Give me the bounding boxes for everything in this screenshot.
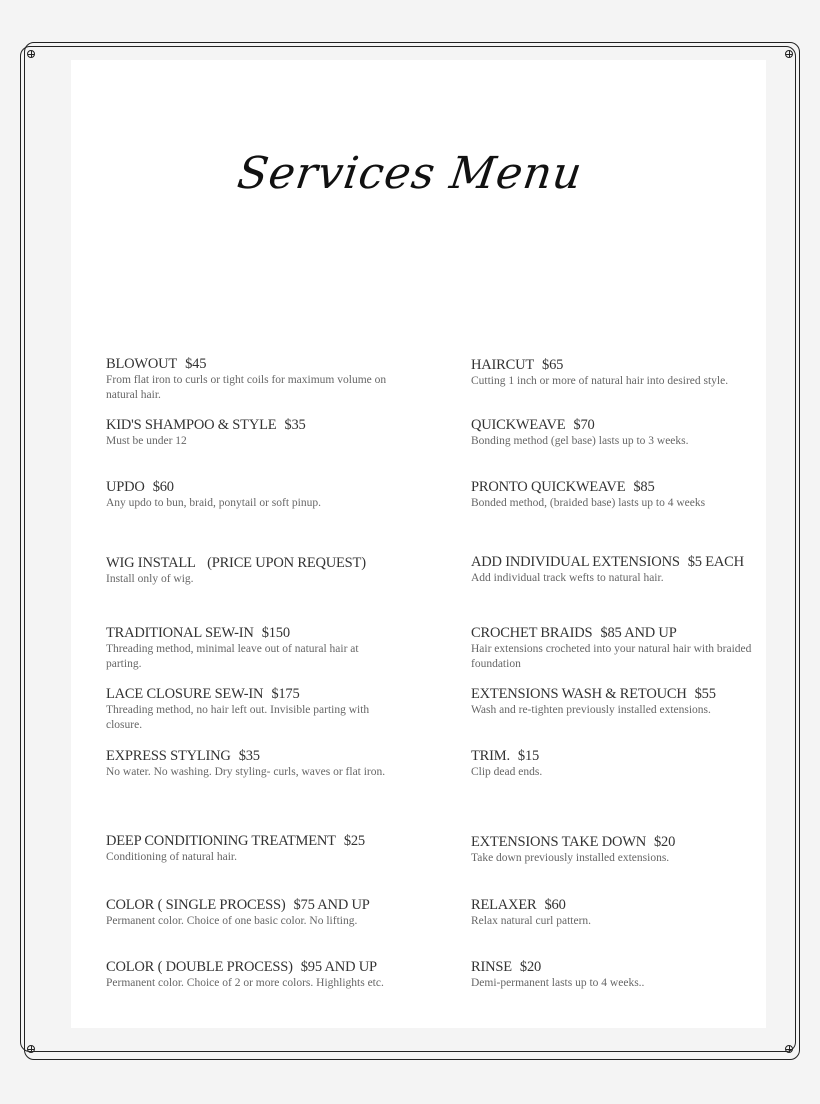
service-price: $20 bbox=[519, 959, 542, 975]
service-heading bbox=[471, 417, 761, 434]
service-item bbox=[471, 834, 761, 866]
service-item bbox=[471, 479, 761, 511]
corner-ornament-icon bbox=[785, 50, 793, 58]
service-description: Threading method, no hair left out. Invisible parting with closure. bbox=[106, 704, 370, 731]
service-name: RINSE bbox=[471, 959, 512, 975]
service-heading bbox=[106, 625, 396, 642]
service-description: Any updo to bun, braid, ponytail or soft pinup. bbox=[106, 497, 321, 509]
menu-panel bbox=[71, 60, 766, 1028]
service-item bbox=[471, 748, 761, 780]
service-name: CROCHET BRAIDS bbox=[471, 625, 593, 641]
page-title: Services Menu bbox=[234, 148, 586, 199]
service-heading bbox=[471, 959, 761, 976]
service-heading bbox=[106, 479, 396, 496]
service-heading bbox=[471, 897, 761, 914]
service-item bbox=[471, 686, 761, 718]
service-item bbox=[106, 479, 396, 511]
service-heading bbox=[106, 959, 396, 976]
service-price: $25 bbox=[343, 833, 365, 849]
service-description: Permanent color. Choice of one basic color. No lifting. bbox=[106, 915, 358, 927]
service-item bbox=[471, 625, 761, 672]
service-heading bbox=[106, 686, 396, 703]
service-price: $60 bbox=[152, 479, 174, 495]
service-name: WIG INSTALL bbox=[106, 555, 196, 571]
service-price: $55 bbox=[694, 686, 716, 702]
service-price: $35 bbox=[238, 748, 260, 764]
service-price: $150 bbox=[261, 625, 290, 641]
service-price: $35 bbox=[284, 417, 306, 433]
service-heading bbox=[471, 625, 761, 642]
service-heading bbox=[471, 554, 761, 571]
service-description: Add individual track wefts to natural hair. bbox=[471, 572, 664, 584]
service-item bbox=[471, 554, 761, 586]
service-heading bbox=[106, 748, 396, 765]
service-price: $5 EACH bbox=[687, 554, 744, 570]
service-item bbox=[106, 625, 396, 672]
service-name: KID'S SHAMPOO & STYLE bbox=[106, 417, 277, 433]
service-price: $60 bbox=[544, 897, 566, 913]
service-description: Bonding method (gel base) lasts up to 3 weeks. bbox=[471, 435, 689, 447]
service-description: Hair extensions crocheted into your natural hair with braided foundation bbox=[471, 643, 752, 670]
service-item bbox=[471, 417, 761, 449]
service-price: $75 AND UP bbox=[293, 897, 370, 913]
service-heading bbox=[106, 555, 396, 572]
service-name: HAIRCUT bbox=[471, 357, 535, 373]
service-price: $175 bbox=[271, 686, 300, 702]
service-description: Bonded method, (braided base) lasts up to 4 weeks bbox=[471, 497, 706, 509]
service-name: EXTENSIONS TAKE DOWN bbox=[471, 834, 646, 850]
service-description: No water. No washing. Dry styling- curls, waves or flat iron. bbox=[106, 766, 386, 778]
service-price: $95 AND UP bbox=[300, 959, 377, 975]
service-description: Threading method, minimal leave out of natural hair at parting. bbox=[106, 643, 359, 670]
service-item bbox=[106, 959, 396, 991]
service-name: EXTENSIONS WASH & RETOUCH bbox=[471, 686, 687, 702]
service-price: $65 bbox=[542, 357, 564, 373]
service-item bbox=[106, 897, 396, 929]
service-heading bbox=[106, 833, 396, 850]
service-description: Clip dead ends. bbox=[471, 766, 543, 778]
corner-ornament-icon bbox=[27, 1045, 35, 1053]
service-heading bbox=[106, 356, 396, 373]
service-price: $70 bbox=[573, 417, 595, 433]
service-item bbox=[471, 357, 761, 389]
service-price: $85 AND UP bbox=[600, 625, 677, 641]
service-price: $15 bbox=[517, 748, 540, 764]
service-heading bbox=[471, 357, 761, 374]
service-item bbox=[106, 748, 396, 780]
service-description: Cutting 1 inch or more of natural hair into desired style. bbox=[471, 375, 729, 387]
service-description: Install only of wig. bbox=[106, 573, 194, 585]
service-price: (PRICE UPON REQUEST) bbox=[203, 555, 366, 571]
service-name: EXPRESS STYLING bbox=[106, 748, 231, 764]
service-price: $85 bbox=[633, 479, 655, 495]
service-description: Wash and re-tighten previously installed extensions. bbox=[471, 704, 711, 716]
service-heading bbox=[471, 834, 761, 851]
service-item bbox=[106, 686, 396, 733]
service-name: COLOR ( SINGLE PROCESS) bbox=[106, 897, 286, 913]
service-description: Conditioning of natural hair. bbox=[106, 851, 237, 863]
service-description: Must be under 12 bbox=[106, 435, 187, 447]
service-item bbox=[106, 417, 396, 449]
service-price: $20 bbox=[654, 834, 676, 850]
service-description: Demi-permanent lasts up to 4 weeks.. bbox=[471, 977, 645, 989]
service-name: LACE CLOSURE SEW-IN bbox=[106, 686, 264, 702]
service-name: COLOR ( DOUBLE PROCESS) bbox=[106, 959, 293, 975]
service-name: UPDO bbox=[106, 479, 145, 495]
service-item bbox=[471, 959, 761, 991]
service-item bbox=[106, 356, 396, 403]
corner-ornament-icon bbox=[785, 1045, 793, 1053]
service-description: Relax natural curl pattern. bbox=[471, 915, 592, 927]
corner-ornament-icon bbox=[27, 50, 35, 58]
service-name: PRONTO QUICKWEAVE bbox=[471, 479, 626, 495]
service-name: TRIM. bbox=[471, 748, 510, 764]
service-name: DEEP CONDITIONING TREATMENT bbox=[106, 833, 336, 849]
service-item bbox=[106, 555, 396, 587]
service-description: Permanent color. Choice of 2 or more colors. Highlights etc. bbox=[106, 977, 384, 989]
service-name: TRADITIONAL SEW-IN bbox=[106, 625, 254, 641]
service-description: Take down previously installed extensions. bbox=[471, 852, 670, 864]
service-name: ADD INDIVIDUAL EXTENSIONS bbox=[471, 554, 680, 570]
service-item bbox=[106, 833, 396, 865]
service-name: BLOWOUT bbox=[106, 356, 178, 372]
service-description: From flat iron to curls or tight coils for maximum volume on natural hair. bbox=[106, 374, 387, 401]
service-heading bbox=[471, 686, 761, 703]
service-item bbox=[471, 897, 761, 929]
service-price: $45 bbox=[185, 356, 207, 372]
service-heading bbox=[471, 748, 761, 765]
service-heading bbox=[471, 479, 761, 496]
service-name: QUICKWEAVE bbox=[471, 417, 566, 433]
service-heading bbox=[106, 417, 396, 434]
service-heading bbox=[106, 897, 396, 914]
service-name: RELAXER bbox=[471, 897, 537, 913]
